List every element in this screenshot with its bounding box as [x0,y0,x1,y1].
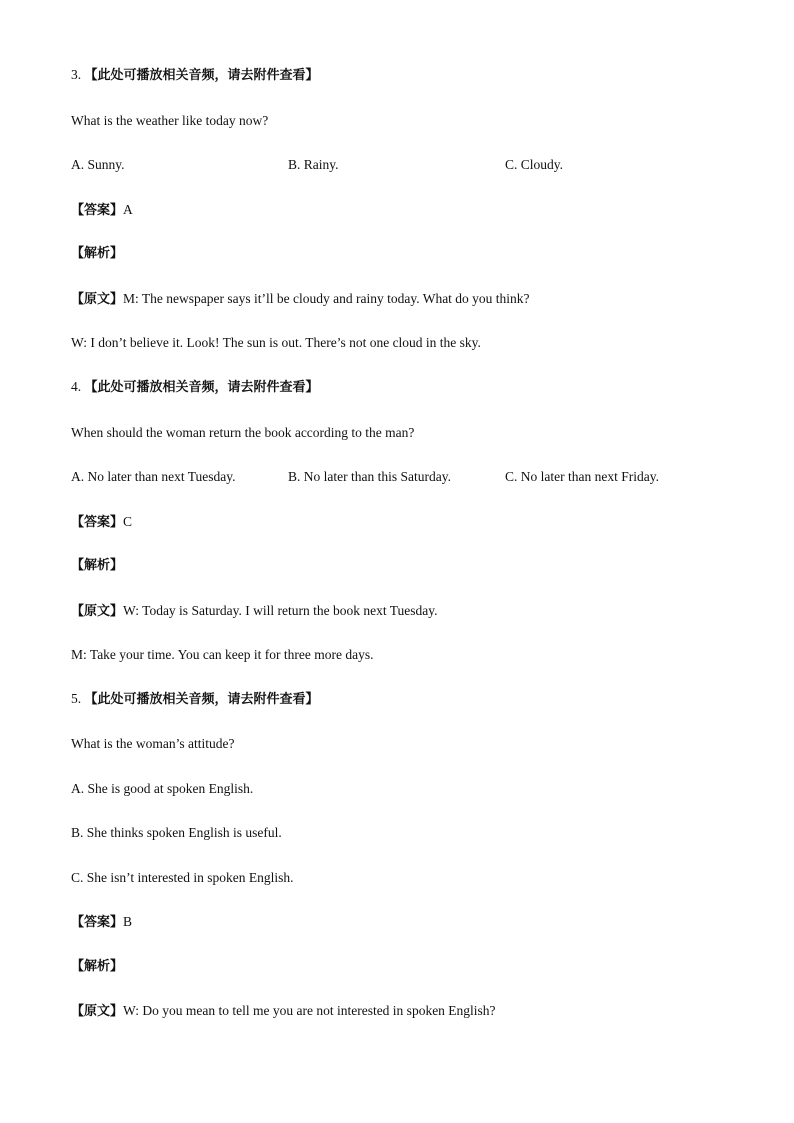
answer-label: 【答案】 [71,515,124,530]
question-4-answer [71,513,132,532]
question-4-analysis-label: 【解析】 [71,558,124,573]
transcript-label: 【原文】 [71,604,124,619]
question-3-option-b: B. Rainy. [288,157,339,172]
question-3-analysis-label: 【解析】 [71,246,124,261]
answer-value: A [123,202,133,217]
question-5-analysis-label: 【解析】 [71,959,124,974]
question-3-option-a: A. Sunny. [71,157,125,172]
answer-label: 【答案】 [71,203,124,218]
transcript-line: W: Today is Saturday. I will return the book next Tuesday. [123,603,438,618]
question-5-option-b: B. She thinks spoken English is useful. [71,825,282,840]
question-4-transcript-1 [71,602,438,621]
question-5-transcript-1 [71,1002,496,1021]
transcript-label: 【原文】 [71,292,124,307]
question-3-transcript-2: W: I don’t believe it. Look! The sun is out. There’s not one cloud in the sky. [71,335,481,350]
question-3-transcript-1 [71,290,530,309]
question-4-transcript-2: M: Take your time. You can keep it for three more days. [71,647,374,662]
answer-value: C [123,514,133,529]
question-3-text: What is the weather like today now? [71,113,269,128]
question-number: 5. [71,691,82,706]
transcript-label: 【原文】 [71,1004,124,1019]
answer-label: 【答案】 [71,915,124,930]
question-4-option-b: B. No later than this Saturday. [288,469,451,484]
audio-note: 【此处可播放相关音频，请去附件查看】 [84,68,319,83]
audio-note: 【此处可播放相关音频，请去附件查看】 [84,692,319,707]
question-4-option-c: C. No later than next Friday. [505,469,659,484]
transcript-line: W: Do you mean to tell me you are not interested in spoken English? [123,1003,496,1018]
question-number: 4. [71,379,82,394]
answer-value: B [123,914,133,929]
question-3-header [71,66,319,85]
question-5-option-c: C. She isn’t interested in spoken English. [71,870,294,885]
question-5-answer [71,913,132,932]
question-5-option-a: A. She is good at spoken English. [71,781,254,796]
transcript-line: M: The newspaper says it’ll be cloudy and rainy today. What do you think? [123,291,530,306]
audio-note: 【此处可播放相关音频，请去附件查看】 [84,380,319,395]
question-3-option-c: C. Cloudy. [505,157,564,172]
question-4-text: When should the woman return the book according to the man? [71,425,415,440]
question-number: 3. [71,67,82,82]
question-5-text: What is the woman’s attitude? [71,736,235,751]
question-4-option-a: A. No later than next Tuesday. [71,469,236,484]
question-4-header [71,378,319,397]
question-3-answer [71,201,133,220]
question-5-header [71,690,319,709]
